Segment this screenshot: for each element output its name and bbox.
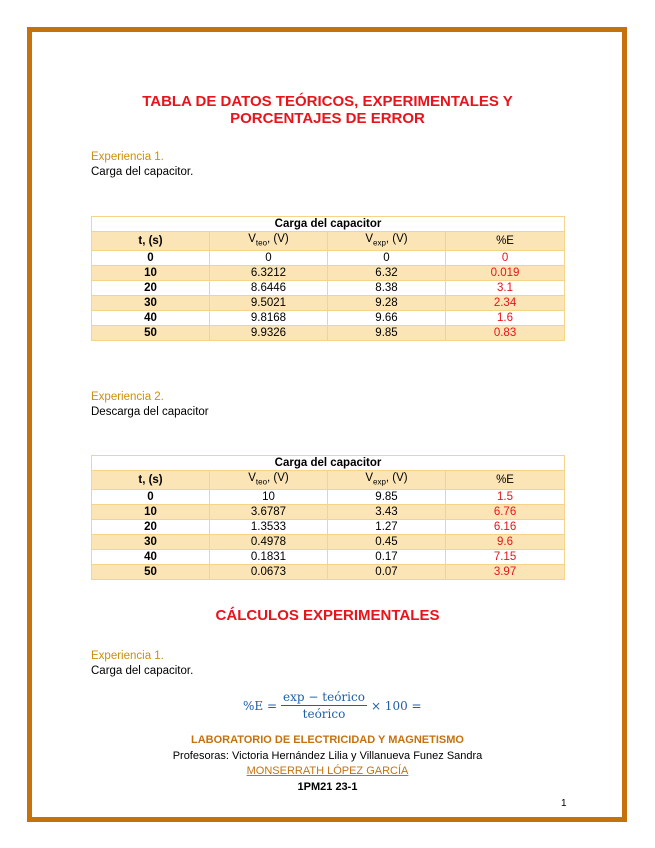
table-row [92,281,565,296]
calculations-title: CÁLCULOS EXPERIMENTALES [215,607,440,624]
time-cell: 20 [92,281,210,296]
time-cell: 0 [92,251,210,266]
table-row [92,565,565,580]
experience-3-description: Carga del capacitor. [91,665,194,677]
vteo-cell: 8.6446 [210,281,328,296]
vexp-cell: 9.28 [328,296,446,311]
vexp-cell: 0 [328,251,446,266]
page-title-line1: TABLA DE DATOS TEÓRICOS, EXPERIMENTALES Y [142,93,513,110]
error-cell: 9.6 [446,535,565,550]
page-title-line2: PORCENTAJES DE ERROR [230,110,425,127]
vexp-cell: 8.38 [328,281,446,296]
table-row [92,550,565,565]
time-cell: 40 [92,311,210,326]
page-number: 1 [561,798,567,809]
vteo-cell: 0.0673 [210,565,328,580]
experience-1-label: Experiencia 1. [91,151,164,163]
table-row [92,535,565,550]
time-cell: 50 [92,326,210,341]
footer-group: 1PM21 23-1 [297,781,358,793]
time-cell: 0 [92,490,210,505]
formula-denominator: teórico [302,707,346,721]
experience-3-label: Experiencia 1. [91,650,164,662]
vteo-cell: 1.3533 [210,520,328,535]
vteo-cell: 0.4978 [210,535,328,550]
vteo-cell: 3.6787 [210,505,328,520]
vteo-cell: 6.3212 [210,266,328,281]
header-error: %E [446,232,565,251]
table-caption: Carga del capacitor [92,217,565,232]
vexp-cell: 9.66 [328,311,446,326]
header-error: %E [446,471,565,490]
table-row [92,266,565,281]
error-cell: 0.019 [446,266,565,281]
error-cell: 6.16 [446,520,565,535]
charge-table [91,216,565,341]
error-cell: 7.15 [446,550,565,565]
vexp-cell: 0.17 [328,550,446,565]
table-row [92,326,565,341]
experience-2-label: Experiencia 2. [91,391,164,403]
footer-student-name: MONSERRATH LÓPEZ GARCÍA [246,765,409,777]
vteo-cell: 9.8168 [210,311,328,326]
formula-lhs: %E = [243,698,278,713]
error-cell: 1.6 [446,311,565,326]
footer-professors: Profesoras: Victoria Hernández Lilia y Villanueva Funez Sandra [172,750,483,762]
header-vteo: $V_{teo}$, (V) [210,471,328,490]
error-cell: 1.5 [446,490,565,505]
experience-2-description: Descarga del capacitor [91,406,209,418]
vexp-cell: 9.85 [328,326,446,341]
time-cell: 40 [92,550,210,565]
footer-lab-name: LABORATORIO DE ELECTRICIDAD Y MAGNETISMO [191,734,464,746]
header-vteo: $V_{teo}$, (V) [210,232,328,251]
header-time: t, (s) [92,471,210,490]
error-cell: 6.76 [446,505,565,520]
error-cell: 3.1 [446,281,565,296]
table-row [92,520,565,535]
header-time: t, (s) [92,232,210,251]
error-formula [243,690,422,721]
experience-1-description: Carga del capacitor. [91,166,194,178]
vexp-cell: 3.43 [328,505,446,520]
vexp-cell: 9.85 [328,490,446,505]
time-cell: 20 [92,520,210,535]
vteo-cell: 0 [210,251,328,266]
formula-fraction [281,690,367,721]
vexp-cell: 0.07 [328,565,446,580]
table-row [92,296,565,311]
error-cell: 3.97 [446,565,565,580]
time-cell: 10 [92,266,210,281]
vexp-cell: 1.27 [328,520,446,535]
table-row [92,490,565,505]
table-row [92,505,565,520]
time-cell: 50 [92,565,210,580]
time-cell: 10 [92,505,210,520]
header-vexp: $V_{exp}$, (V) [328,471,446,490]
time-cell: 30 [92,535,210,550]
vexp-cell: 0.45 [328,535,446,550]
table-header-row [92,232,565,251]
discharge-table [91,455,565,580]
vteo-cell: 10 [210,490,328,505]
table-caption: Carga del capacitor [92,456,565,471]
error-cell: 2.34 [446,296,565,311]
formula-numerator: exp − teórico [283,690,365,704]
vteo-cell: 0.1831 [210,550,328,565]
error-cell: 0.83 [446,326,565,341]
table-row [92,251,565,266]
vteo-cell: 9.5021 [210,296,328,311]
table-row [92,311,565,326]
table-header-row [92,471,565,490]
error-cell: 0 [446,251,565,266]
header-vexp: $V_{exp}$, (V) [328,232,446,251]
formula-rhs: × 100 = [370,698,422,713]
vexp-cell: 6.32 [328,266,446,281]
vteo-cell: 9.9326 [210,326,328,341]
time-cell: 30 [92,296,210,311]
